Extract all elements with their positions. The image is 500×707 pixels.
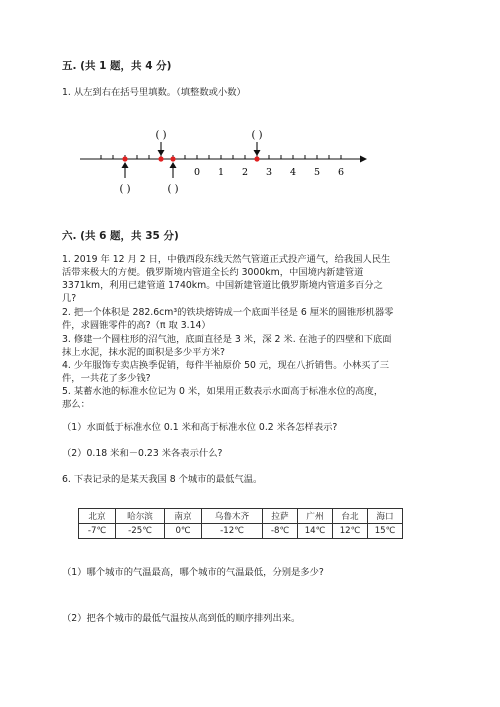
tick-label: 2 bbox=[241, 167, 249, 178]
table-cell-temp: -25℃ bbox=[116, 524, 165, 539]
number-line-ticks bbox=[101, 155, 341, 159]
section5-q1: 1. 从左到右在括号里填数。（填整数或小数） bbox=[62, 87, 246, 98]
arrow-up-icon bbox=[122, 162, 129, 168]
table-row bbox=[79, 509, 403, 524]
table-cell-city: 广州 bbox=[298, 509, 333, 524]
q6-sub2: （2）把各个城市的最低气温按从高到低的顺序排列出来。 bbox=[62, 613, 301, 624]
arrow-down-icon bbox=[254, 150, 261, 156]
table-cell-temp: 14℃ bbox=[298, 524, 333, 539]
temperature-table bbox=[78, 508, 403, 539]
table-cell-temp: -8℃ bbox=[263, 524, 298, 539]
tick-label: 3 bbox=[265, 167, 273, 178]
top-bracket-1: ( ) bbox=[155, 130, 167, 141]
table-cell-city: 台北 bbox=[333, 509, 368, 524]
q1-line1: 1. 2019 年 12 月 2 日，中俄西段东线天然气管道正式投产通气，给我国人民生 bbox=[62, 254, 391, 265]
q1-line4: 几? bbox=[62, 293, 77, 304]
q5-line2: 那么： bbox=[62, 399, 90, 410]
table-cell-temp: -12℃ bbox=[202, 524, 263, 539]
tick-label: 4 bbox=[289, 167, 297, 178]
table-cell-temp: 0℃ bbox=[165, 524, 202, 539]
table-cell-temp: 12℃ bbox=[333, 524, 368, 539]
tick-label: 6 bbox=[337, 167, 345, 178]
section5-title: 五. (共 1 题，共 4 分) bbox=[62, 60, 172, 72]
bottom-bracket-1: ( ) bbox=[119, 184, 131, 195]
table-cell-city: 海口 bbox=[368, 509, 403, 524]
point-d bbox=[254, 156, 259, 161]
table-cell-city: 北京 bbox=[79, 509, 116, 524]
table-row bbox=[79, 524, 403, 539]
point-b bbox=[158, 156, 163, 161]
top-bracket-2: ( ) bbox=[251, 130, 263, 141]
point-c bbox=[170, 156, 175, 161]
bottom-bracket-2: ( ) bbox=[167, 184, 179, 195]
table-cell-city: 乌鲁木齐 bbox=[202, 509, 263, 524]
arrow-up-icon bbox=[170, 162, 177, 168]
arrow-down-icon bbox=[158, 150, 165, 156]
q1-line3: 3371km，利用已建管道 1740km。中国新建管道比俄罗斯境内管道多百分之 bbox=[62, 280, 383, 291]
number-line bbox=[0, 122, 500, 202]
q2-line1: 2. 把一个体积是 282.6cm³的铁块熔铸成一个底面半径是 6 厘米的圆锥形机器零 bbox=[62, 307, 394, 318]
tick-label: 5 bbox=[313, 167, 321, 178]
table-cell-temp: 15℃ bbox=[368, 524, 403, 539]
q4-line2: 件，一共花了多少钱? bbox=[62, 373, 151, 384]
q2-line2: 件，求圆锥零件的高?（π 取 3.14） bbox=[62, 320, 211, 331]
q4-line1: 4. 少年服饰专卖店换季促销，每件半袖原价 50 元，现在八折销售。小林买了三 bbox=[62, 360, 390, 371]
q6-title: 6. 下表记录的是某天我国 8 个城市的最低气温。 bbox=[62, 474, 263, 485]
q3-line2: 抹上水泥，抹水泥的面积是多少平方米? bbox=[62, 347, 225, 358]
table-cell-temp: -7℃ bbox=[79, 524, 116, 539]
table-cell-city: 拉萨 bbox=[263, 509, 298, 524]
tick-label: 0 bbox=[193, 167, 201, 178]
q6-sub1: （1）哪个城市的气温最高，哪个城市的气温最低，分别是多少? bbox=[62, 567, 324, 578]
tick-label: 1 bbox=[217, 167, 225, 178]
q5-sub2: （2）0.18 米和－0.23 米各表示什么? bbox=[62, 448, 223, 459]
section6-title: 六. (共 6 题，共 35 分) bbox=[62, 230, 179, 242]
q5-line1: 5. 某蓄水池的标准水位记为 0 米，如果用正数表示水面高于标准水位的高度， bbox=[62, 386, 384, 397]
table-cell-city: 南京 bbox=[165, 509, 202, 524]
q1-line2: 活带来极大的方便。俄罗斯境内管道全长约 3000km，中国境内新建管道 bbox=[62, 267, 364, 278]
table-cell-city: 哈尔滨 bbox=[116, 509, 165, 524]
q5-sub1: （1）水面低于标准水位 0.1 米和高于标准水位 0.2 米各怎样表示? bbox=[62, 422, 338, 433]
point-a bbox=[122, 156, 127, 161]
q3-line1: 3. 修建一个圆柱形的沼气池，底面直径是 3 米，深 2 米. 在池子的四壁和下底面 bbox=[62, 334, 392, 345]
